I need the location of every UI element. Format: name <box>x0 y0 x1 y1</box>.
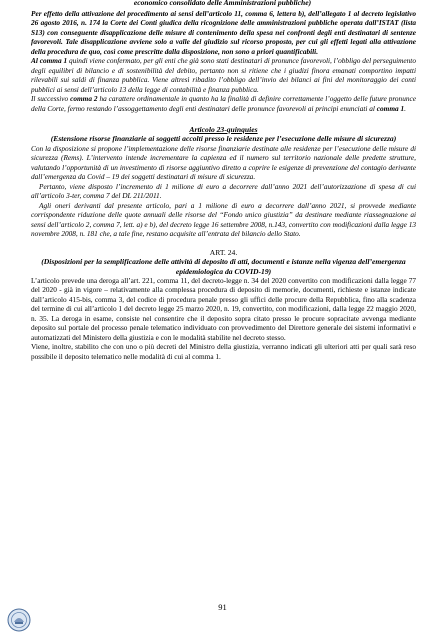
article-23-paragraph-2: Pertanto, viene disposto l’incremento di 1 milione di euro a decorrere dall’anno 2021 dell’autorizzazione di spesa di cui all’articolo 3-ter, comma 7 del DL 211/2011. <box>31 181 416 201</box>
article-23-paragraph-1: Con la disposizione si propone l’implementazione delle risorse finanziarie destinate alle residenze per l’esecuzione delle misure di sicurezza (Rems). L’intervento intende incrementare la capienza ed il numero sul territorio nazionale delle predette strutture, valutando l’opportunità di un investimento di risorse aggiuntivo diretto a coprire le esigenze di prevenzione del contagio derivante dall’emergenza da Covid – 19 dei soggetti destinatari di misure di sicurezza. <box>31 143 416 182</box>
paragraph-3-a: Il successivo <box>31 94 71 104</box>
paragraph-2 <box>31 56 416 94</box>
paragraph-3-b: comma 2 <box>70 94 98 104</box>
paragraph-2-rest: quindi viene confermato, per gli enti che già sono stati destinatari di pronunce favorevoli, l’obbligo del perseguimento degli equilibri di bilancio e di sostenibilità del debito, pertanto non si ritiene che i giudizi finora emanati comportino impatti rilevabili sui saldi di finanza pubblica. Viene altresì ribadito l’obbligo dell’invio dei bilanci ai fini del monitoraggio dei conti pubblici ai sensi dell’articolo 13 della legge di contabilità e finanza pubblica. <box>31 56 416 94</box>
header-fragment: economico consolidato delle Amministrazioni pubbliche) <box>133 0 312 7</box>
article-24-paragraph-1: L’articolo prevede una deroga all’art. 221, comma 11, del decreto-legge n. 34 del 2020 convertito con modificazioni dalla legge 77 del 2020 - già in vigore – relativamente alla complessa procedura di deposito di memorie, documenti, richieste e istanze indicate dall’articolo 415-bis, comma 3, del codice di procedura penale presso gli uffici delle procure della Repubblica, fino alla scadenza del termine di cui all’articolo 1 del decreto legge 25 marzo 2020, n. 19, convertito, con modificazioni, dalla legge 22 maggio 2020, n. 35. La deroga in esame, consiste nel consentire che il deposito sopra citato presso le procure sopracitate avvenga mediante deposito sul portale del processo penale telematico individuato con provvedimento del Direttore generale dei sistemi informativi e automatizzati del Ministero della giustizia e con le modalità stabilite nel decreto stesso. <box>31 276 416 342</box>
article-23-title: Articolo 23-quinquies <box>189 124 258 134</box>
senate-seal-icon <box>7 608 31 632</box>
document-page <box>31 0 416 361</box>
article-23-subtitle: (Estensione risorse finanziarie ai soggetti accolti presso le residenze per l’esecuzione delle misure di sicurezza) <box>50 134 397 144</box>
article-24-title: ART. 24. <box>209 247 238 257</box>
paragraph-2-lead: Al comma 1 <box>31 56 68 66</box>
page-number: 91 <box>218 602 227 612</box>
paragraph-3-d: comma 1 <box>376 103 405 113</box>
article-24-subtitle: (Disposizioni per la semplificazione delle attività di deposito di atti, documenti e istanze nella vigenza dell’emergenza epidemiologica da COVID-19) <box>41 257 406 276</box>
paragraph-3-c: ha carattere ordinamentale in quanto ha la finalità di definire correttamente l’oggetto delle future pronunce della Corte, fermo restando l’assoggettamento degli enti destinatari delle pronunce favorevoli ai principi enunciati al <box>31 94 416 113</box>
paragraph-3-e: . <box>404 103 406 113</box>
paragraph-1: Per effetto della attivazione del procedimento ai sensi dell’articolo 11, comma 6, lettera b), dell’allegato 1 al decreto legislativo 26 agosto 2016, n. 174 la Corte dei Conti giudica della ricognizione delle amministrazioni pubbliche operata dall’ISTAT (lista S13) con conseguente disapplicazione delle misure di contenimento della spesa nei confronti degli enti destinatari di sentenze favorevoli. Tale disapplicazione avviene solo a valle del giudizio sul ricorso proposto, per cui gli effetti legati alla attivazione della procedura de quo, così come prescritte dalla disposizione, non sono a priori quantificabili. <box>31 9 416 56</box>
paragraph-3 <box>31 94 416 113</box>
article-24-paragraph-2: Viene, inoltre, stabilito che con uno o più decreti del Ministro della giustizia, verranno indicati gli ulteriori atti per quali sarà reso possibile il deposito telematico nelle modalità di cui al comma 1. <box>31 342 416 361</box>
article-23-paragraph-3: Agli oneri derivanti dal presente articolo, pari a 1 milione di euro a decorrere dall’anno 2021, si provvede mediante corrispondente riduzione delle quote annuali delle risorse del “Fondo unico giustizia” da destinare mediante riassegnazione ai sensi dell’articolo 2, comma 7, lett. a) e b), del decreto legge 16 settembre 2008, n.143, convertito con modificazioni dalla legge 13 novembre 2008, n. 181 che, a tale fine, restano acquisite all’entrata del bilancio dello Stato. <box>31 200 416 239</box>
